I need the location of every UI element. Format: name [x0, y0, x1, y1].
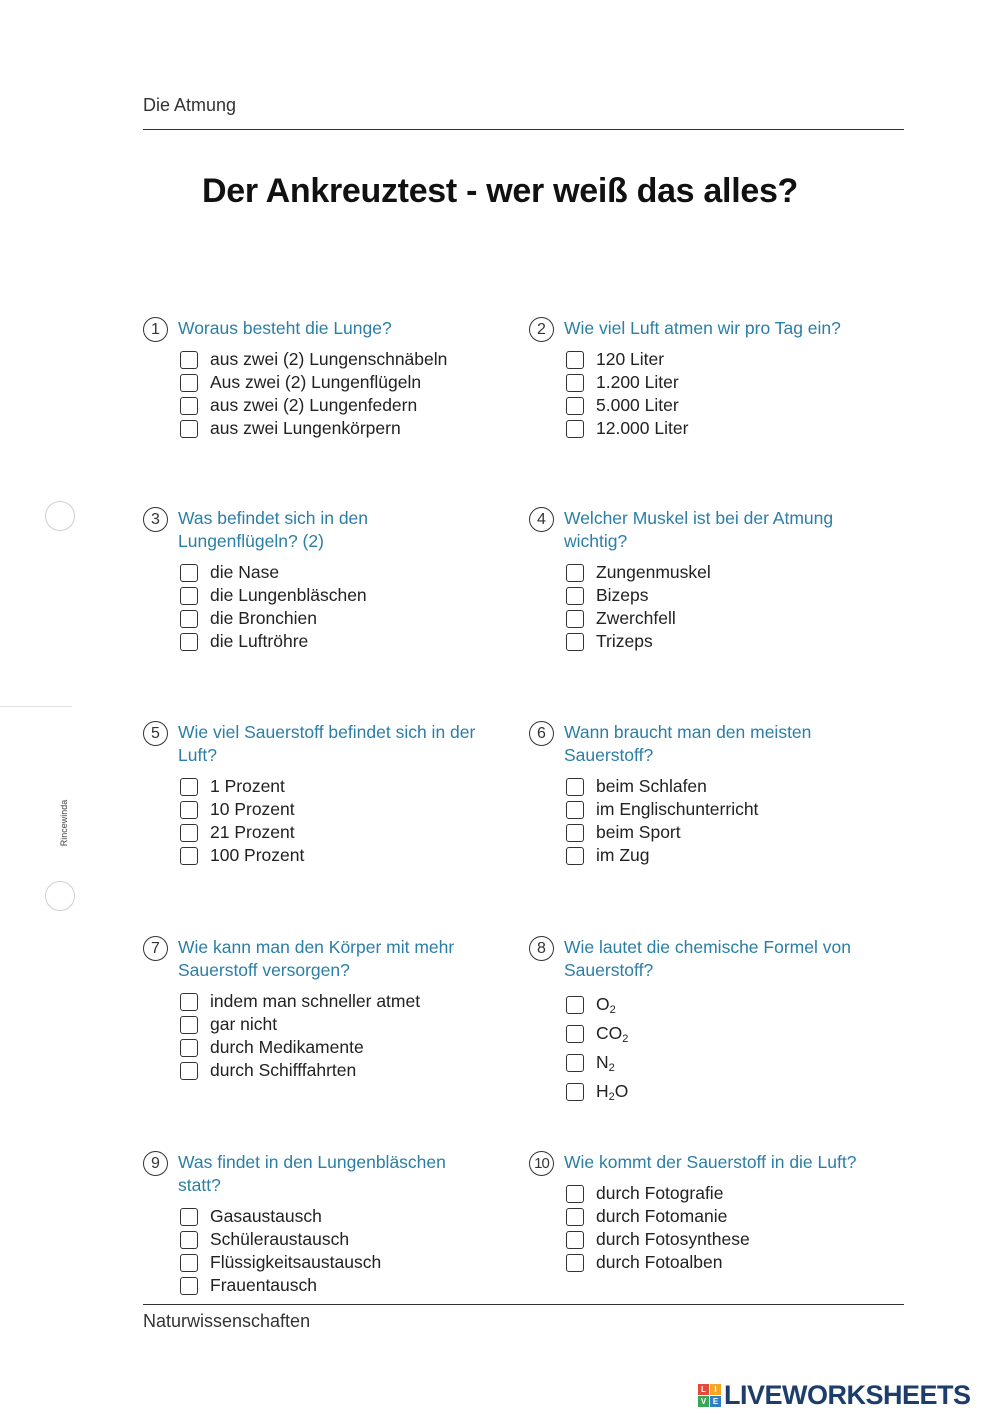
checkbox[interactable]: [180, 633, 198, 651]
answer-option[interactable]: [566, 1019, 874, 1048]
checkbox[interactable]: [566, 351, 584, 369]
question-number: 8: [529, 936, 554, 961]
answer-option[interactable]: [566, 798, 874, 821]
question-10: [529, 1151, 874, 1274]
question-4: [529, 507, 874, 653]
answer-option[interactable]: [180, 607, 488, 630]
checkbox[interactable]: [180, 1277, 198, 1295]
checkbox[interactable]: [566, 1185, 584, 1203]
question-text: Woraus besteht die Lunge?: [178, 318, 392, 338]
question-text: Wie kann man den Körper mit mehr Sauerstoff versorgen?: [178, 937, 455, 980]
logo-mark-icon: L I V E: [698, 1384, 721, 1407]
logo-text: LIVEWORKSHEETS: [724, 1380, 971, 1410]
question-number: 4: [529, 507, 554, 532]
answer-label: Frauentausch: [210, 1275, 318, 1295]
checkbox[interactable]: [566, 1054, 584, 1072]
answer-option[interactable]: [180, 821, 488, 844]
checkbox[interactable]: [180, 1039, 198, 1057]
checkbox[interactable]: [566, 1208, 584, 1226]
question-text: Wie kommt der Sauerstoff in die Luft?: [564, 1152, 857, 1172]
answer-label: durch Fotosynthese: [596, 1229, 750, 1249]
answer-option[interactable]: [566, 561, 874, 584]
formula-n2: $N_2$: [596, 1052, 615, 1074]
answer-label: im Zug: [596, 845, 650, 865]
answer-list: [180, 775, 488, 867]
checkbox[interactable]: [180, 1062, 198, 1080]
answer-option[interactable]: [566, 821, 874, 844]
answer-option[interactable]: [566, 1182, 874, 1205]
answer-option[interactable]: [180, 844, 488, 867]
answer-label: gar nicht: [210, 1014, 278, 1034]
checkbox[interactable]: [180, 1016, 198, 1034]
answer-label: durch Fotografie: [596, 1183, 724, 1203]
checkbox[interactable]: [566, 564, 584, 582]
answer-option[interactable]: [566, 1251, 874, 1274]
checkbox[interactable]: [566, 1231, 584, 1249]
author-credit: Rincewinda: [59, 799, 69, 847]
question-text: Wie viel Luft atmen wir pro Tag ein?: [564, 318, 841, 338]
answer-option[interactable]: [566, 1077, 874, 1106]
checkbox[interactable]: [566, 847, 584, 865]
question-1: [143, 317, 488, 440]
question-number: 7: [143, 936, 168, 961]
question-number: 10: [529, 1151, 554, 1176]
answer-label: 12.000 Liter: [596, 418, 689, 438]
answer-label: Flüssigkeitsaustausch: [210, 1252, 382, 1272]
answer-option[interactable]: [180, 1013, 488, 1036]
answer-option[interactable]: [180, 561, 488, 584]
checkbox[interactable]: [180, 564, 198, 582]
checkbox[interactable]: [180, 420, 198, 438]
answer-label: im Englischunterricht: [596, 799, 759, 819]
answer-label: 5.000 Liter: [596, 395, 679, 415]
checkbox[interactable]: [180, 1254, 198, 1272]
question-number: 1: [143, 317, 168, 342]
answer-option[interactable]: [566, 1205, 874, 1228]
answer-option[interactable]: [566, 371, 874, 394]
page-title: Der Ankreuztest - wer weiß das alles?: [201, 172, 799, 210]
checkbox[interactable]: [566, 374, 584, 392]
answer-label: durch Fotoalben: [596, 1252, 723, 1272]
answer-option[interactable]: [566, 348, 874, 371]
answer-list: [180, 561, 488, 653]
checkbox[interactable]: [180, 374, 198, 392]
footer-subject: Naturwissenschaften: [143, 1311, 311, 1331]
question-number: 5: [143, 721, 168, 746]
question-3: [143, 507, 488, 653]
answer-label: aus zwei Lungenkörpern: [210, 418, 401, 438]
checkbox[interactable]: [566, 824, 584, 842]
answer-label: durch Fotomanie: [596, 1206, 728, 1226]
answer-label: die Nase: [210, 562, 280, 582]
liveworksheets-logo[interactable]: [698, 1380, 971, 1411]
answer-option[interactable]: [180, 775, 488, 798]
checkbox[interactable]: [566, 587, 584, 605]
answer-option[interactable]: [180, 417, 488, 440]
question-text: Wie viel Sauerstoff befindet sich in der Luft?: [178, 722, 476, 765]
answer-label: 120 Liter: [596, 349, 665, 369]
checkbox[interactable]: [180, 397, 198, 415]
question-6: [529, 721, 874, 867]
answer-list: [180, 1205, 488, 1297]
answer-label: Bizeps: [596, 585, 649, 605]
answer-label: Schüleraustausch: [210, 1229, 350, 1249]
answer-option[interactable]: [180, 990, 488, 1013]
punch-hole-bottom: [45, 881, 75, 911]
answer-label: die Luftröhre: [210, 631, 309, 651]
answer-label: Gasaustausch: [210, 1206, 322, 1226]
checkbox[interactable]: [566, 420, 584, 438]
formula-o2: $O_2$: [596, 994, 616, 1016]
answer-list: [566, 1182, 874, 1274]
answer-option[interactable]: [180, 630, 488, 653]
answer-option[interactable]: [180, 798, 488, 821]
question-text: Was befindet sich in den Lungenflügeln? (2): [178, 508, 369, 551]
answer-label: Zwerchfell: [596, 608, 676, 628]
question-number: 2: [529, 317, 554, 342]
checkbox[interactable]: [566, 610, 584, 628]
answer-option[interactable]: [180, 1205, 488, 1228]
formula-h2o: $H_2O$: [596, 1081, 629, 1103]
question-8: [529, 936, 874, 1106]
answer-option[interactable]: [566, 844, 874, 867]
answer-option[interactable]: [180, 584, 488, 607]
answer-option[interactable]: [566, 417, 874, 440]
question-text: Wann braucht man den meisten Sauerstoff?: [564, 722, 812, 765]
answer-list: [566, 775, 874, 867]
answer-option[interactable]: [566, 630, 874, 653]
answer-label: durch Schifffahrten: [210, 1060, 357, 1080]
formula-co2: $CO_2$: [596, 1023, 629, 1045]
question-7: [143, 936, 488, 1082]
question-5: [143, 721, 488, 867]
checkbox[interactable]: [566, 1083, 584, 1101]
answer-label: die Lungenbläschen: [210, 585, 367, 605]
answer-label: aus zwei (2) Lungenschnäbeln: [210, 349, 448, 369]
checkbox[interactable]: [180, 1208, 198, 1226]
checkbox[interactable]: [180, 1231, 198, 1249]
question-number: 9: [143, 1151, 168, 1176]
checkbox[interactable]: [566, 996, 584, 1014]
header-subject: Die Atmung: [143, 95, 237, 115]
question-number: 3: [143, 507, 168, 532]
answer-label: 100 Prozent: [210, 845, 305, 865]
answer-option[interactable]: [180, 1036, 488, 1059]
checkbox[interactable]: [566, 1025, 584, 1043]
checkbox[interactable]: [566, 801, 584, 819]
answer-label: 21 Prozent: [210, 822, 295, 842]
answer-label: 1.200 Liter: [596, 372, 679, 392]
answer-label: Trizeps: [596, 631, 653, 651]
answer-option[interactable]: [566, 1048, 874, 1077]
checkbox[interactable]: [566, 1254, 584, 1272]
checkbox[interactable]: [566, 778, 584, 796]
answer-list: [566, 348, 874, 440]
answer-list: [180, 990, 488, 1082]
question-text: Was findet in den Lungenbläschen statt?: [178, 1152, 446, 1195]
answer-option[interactable]: [566, 607, 874, 630]
answer-option[interactable]: [180, 1059, 488, 1082]
answer-list: [566, 561, 874, 653]
question-text: Welcher Muskel ist bei der Atmung wichtig?: [564, 508, 834, 551]
answer-option[interactable]: [566, 584, 874, 607]
checkbox[interactable]: [180, 824, 198, 842]
answer-option[interactable]: [566, 1228, 874, 1251]
checkbox[interactable]: [180, 587, 198, 605]
question-2: [529, 317, 874, 440]
header-divider: [143, 129, 904, 130]
punch-hole-top: [45, 501, 75, 531]
answer-list: [566, 990, 874, 1106]
answer-label: 1 Prozent: [210, 776, 285, 796]
checkbox[interactable]: [180, 993, 198, 1011]
checkbox[interactable]: [180, 778, 198, 796]
answer-option[interactable]: [180, 348, 488, 371]
answer-option[interactable]: [566, 394, 874, 417]
answer-option[interactable]: [180, 1251, 488, 1274]
footer-divider: [143, 1304, 904, 1305]
answer-label: Zungenmuskel: [596, 562, 711, 582]
question-9: [143, 1151, 488, 1297]
checkbox[interactable]: [566, 397, 584, 415]
answer-label: aus zwei (2) Lungenfedern: [210, 395, 418, 415]
answer-option[interactable]: [180, 371, 488, 394]
answer-label: beim Sport: [596, 822, 681, 842]
answer-option[interactable]: [180, 1274, 488, 1297]
answer-option[interactable]: [180, 394, 488, 417]
question-text: Wie lautet die chemische Formel von Sauerstoff?: [564, 937, 851, 980]
answer-label: die Bronchien: [210, 608, 318, 628]
checkbox[interactable]: [566, 633, 584, 651]
checkbox[interactable]: [180, 610, 198, 628]
checkbox[interactable]: [180, 351, 198, 369]
checkbox[interactable]: [180, 847, 198, 865]
answer-label: Aus zwei (2) Lungenflügeln: [210, 372, 422, 392]
answer-label: indem man schneller atmet: [210, 991, 421, 1011]
side-divider: [0, 706, 72, 707]
answer-label: beim Schlafen: [596, 776, 707, 796]
question-number: 6: [529, 721, 554, 746]
answer-list: [180, 348, 488, 440]
answer-label: durch Medikamente: [210, 1037, 364, 1057]
answer-option[interactable]: [566, 775, 874, 798]
answer-label: 10 Prozent: [210, 799, 295, 819]
answer-option[interactable]: [566, 990, 874, 1019]
answer-option[interactable]: [180, 1228, 488, 1251]
checkbox[interactable]: [180, 801, 198, 819]
